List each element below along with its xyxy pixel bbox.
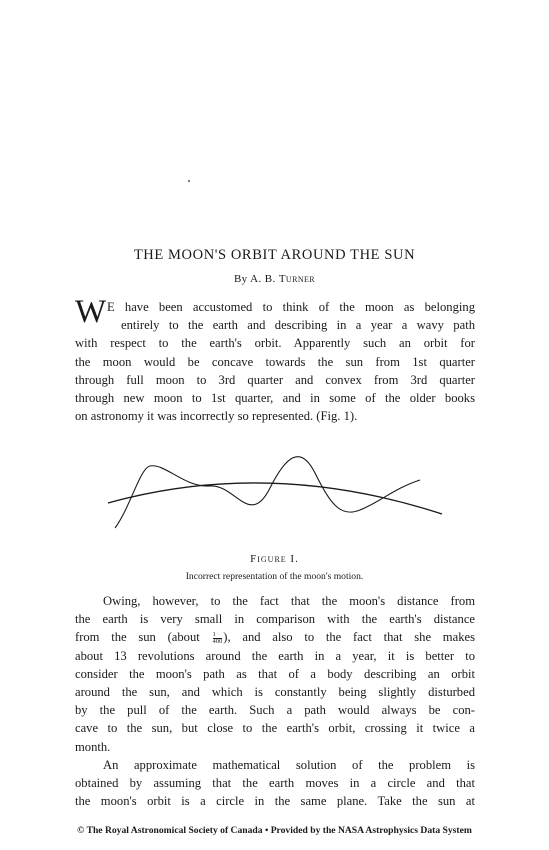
text-fragment: ), and also to the fact that she makes [223,630,475,645]
text-line: consider the moon's path as that of a body describing an orbit [75,666,475,681]
text-line: through full moon to 3rd quarter and convex from 3rd quarter [75,372,475,387]
text-line: month. [75,739,111,754]
text-line: with respect to the earth's orbit. Apparently such an orbit for [75,336,475,351]
figure-label: Figure I. [250,553,299,565]
fraction [213,632,223,645]
text-line: the earth is very small in comparison with the earth's distance [75,612,475,627]
text-line: obtained by assuming that the earth moves in a circle and that [75,776,475,791]
text-fragment: from the sun (about [75,630,200,645]
byline-prefix: By A. B. [233,273,276,285]
text-line: by the pull of the earth. Such a path would always be con- [75,703,475,718]
fraction-numerator: 1 [213,632,223,639]
byline-author: Turner [278,273,316,285]
text-line: through new moon to 1st quarter, and in some of the older books [75,391,475,406]
byline [0,273,549,285]
figure-caption: Incorrect representation of the moon's motion. [185,571,364,582]
text-line: the moon would be concave towards the sun from 1st quarter [75,354,475,369]
speck [188,180,190,182]
text-line: entirely to the earth and describing in a year a wavy path [121,318,475,333]
text-line: around the sun, and which is constantly being slightly disturbed [75,685,475,700]
fraction-denominator: 400 [212,638,223,646]
text-line: Owing, however, to the fact that the moon's distance from [103,594,475,608]
drop-cap: W [75,294,107,330]
paragraph-1 [75,294,475,425]
text-line: E have been accustomed to think of the moon as belonging [107,300,475,314]
moon-wavy-path [115,457,420,528]
text-line: the moon's orbit is a circle in the same plane. Take the sun at [75,794,475,809]
figure-1-diagram [100,448,450,538]
text-line-with-fraction [75,628,475,646]
paragraph-2 [75,592,475,810]
footer-credit: © The Royal Astronomical Society of Canada • Provided by the NASA Astrophysics Data System [77,825,472,836]
article-title: THE MOON'S ORBIT AROUND THE SUN [133,247,416,263]
earth-orbit-arc [108,483,442,514]
text-line: on astronomy it was incorrectly so represented. (Fig. 1). [75,409,358,424]
text-line: cave to the sun, but close to the earth's orbit, crossing it twice a [75,721,475,736]
text-line: about 13 revolutions around the earth in a year, it is better to [75,648,475,663]
text-line: An approximate mathematical solution of the problem is [103,757,475,772]
